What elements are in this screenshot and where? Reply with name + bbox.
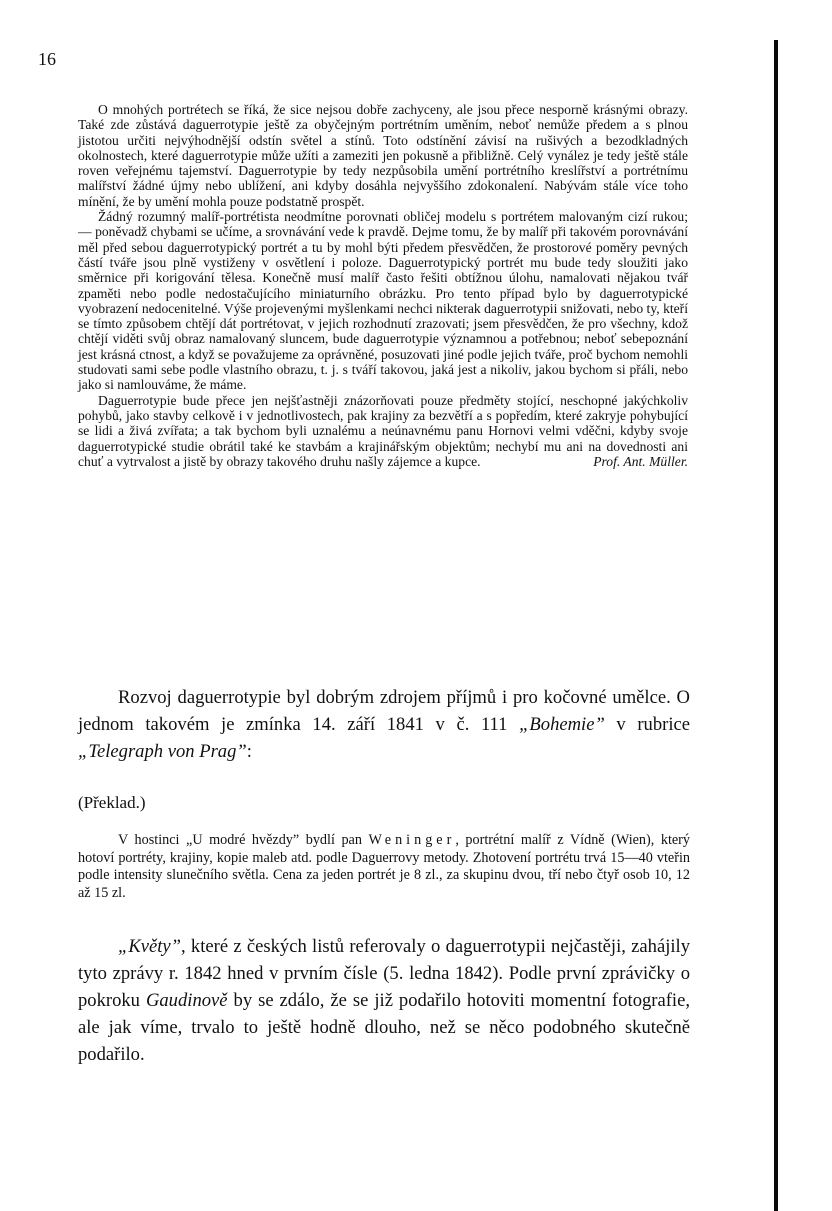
translation-paragraph <box>78 832 690 902</box>
journal-title: „Květy” <box>118 936 182 957</box>
quote-signature: Prof. Ant. Müller. <box>593 454 688 470</box>
intro-text: v rubrice <box>604 714 690 735</box>
closing-paragraph <box>78 933 690 1068</box>
inventor-name: Gaudinově <box>145 990 228 1011</box>
quote-paragraph: Daguerrotypie bude přece jen nejšťastněji znázorňovati pouze předměty stojící, neschopné jakýchkoliv pohybů, jako stavby celkově i v jednotlivostech, pak krajiny za bezvětří a s popředím, které zakryje pohybující se lidi a živá zvířata; a tak bychom byli uznalému a neúnavnému panu Hornovi velmi vděčni, kdyby svoje daguerrotypické studie obrátil také ke stavbám a krajinářským objektům; nechybí mu ani na dovednosti ani chuť a vytrvalost a jistě by obrazy takového druhu našly zájemce a kupce. <box>78 392 688 469</box>
quoted-article <box>78 102 688 469</box>
closing-text: , které z českých listů referovaly o daguerrotypii nejčastěji, zahájily tyto zprávy r. 1842 hned v prvním čísle (5. ledna 1842). Podle první zprávičky o pokroku <box>78 936 690 1011</box>
intro-text: Rozvoj daguerrotypie byl dobrým zdrojem příjmů i pro kočovné umělce. O jednom takovém je zmínka 14. září 1841 v č. 111 <box>78 687 690 735</box>
intro-paragraph <box>78 684 690 765</box>
intro-text: : <box>246 741 252 762</box>
quote-paragraph: O mnohých portrétech se říká, že sice nejsou dobře zachyceny, ale jsou přece nesporně krásnými obrazy. Také zde zůstává daguerrotypie ještě za obyčejným portrétním uměním, neboť nemůže předem a s plnou jistotou určiti nejvýhodnější odstín světel a stínů. Toto odstínění závisí na rušivých a bezodkladných okolnostech, které daguerrotypie může užíti a zameziti jen pokusně a přibližně. Celý vynález je tedy ještě stále roven veřejnému tajemství. Daguerrotypie by tedy nezpůsobila umění portrétního kreslířství a portrétnímu malířství žádné újmy nebo ublížení, ani kdyby dosáhla nejvyššího zdokonalení. Nabývám stále více toho mínění, že by umění mohla pouze podstatně prospět. <box>78 102 688 209</box>
painter-name: Weninger <box>368 832 456 848</box>
page-number: 16 <box>38 49 56 69</box>
closing-text: by se zdálo, že se již podařilo hotoviti momentní fotografie, ale jak víme, trvalo to ještě hodně dlouho, než se něco podobného skutečně podařilo. <box>78 990 690 1065</box>
source-title: „Bohemie” <box>519 714 605 735</box>
page-gutter-line <box>774 40 778 1211</box>
rubric-title: „Telegraph von Prag” <box>78 741 247 762</box>
translation-text: , portrétní malíř z Vídně (Wien), který hotoví portréty, krajiny, kopie maleb atd. podle Daguerrovy metody. Zhotovení portrétu trvá 15—40 vteřin podle intensity slunečního světla. Cena za jeden portrét je 8 zl., za skupinu dvou, tří nebo čtyř osob 10, 12 až 15 zl. <box>78 832 690 901</box>
translation-text: V hostinci „U modré hvězdy” bydlí pan <box>118 832 369 848</box>
quote-paragraph: Žádný rozumný malíř-portrétista neodmítne porovnati obličej modelu s portrétem malovaným cizí rukou; — poněvadž chybami se učíme, a srovnávání vede k pravdě. Dejme tomu, že by malíř při takovém porovnávání měl před sebou daguerrotypický portrét a tu by mohl býti předem přesvědčen, že prostorové poměry pevných částí tváře jsou plně vystiženy v osvětlení i poloze. Daguerrotypický portrét mu bude tedy sloužiti jako směrnice při korigování tělesa. Konečně musí malíř často řešiti obtížnou úlohu, namalovati nějakou tvář zpaměti nebo podle nedostačujícího miniaturního obrázku. Pro tento případ bylo by daguerrotypické vyobrazení nedocenitelné. Výše projevenými myšlenkami nechci nikterak daguerrotypii snižovati, nebo ty, kteří se tímto způsobem chtějí dát portrétovat, v jejich rozhodnutí zrazovati; jsem přesvědčen, že pro všechny, kdož chtějí viděti svůj obraz namalovaný sluncem, bude daguerrotypie významnou a potřebnou; neboť sebepoznání jest krásná ctnost, a když se považujeme za oprávněné, posuzovati jiné podle jejich tváře, proč bychom nemohli studovati sami sebe podle vlastního obrazu, t. j. s tváří takovou, jaká jest a nikoliv, jakou bychom si přáli, nebo jako si namlouváme, že máme. <box>78 209 688 393</box>
translation-label: (Překlad.) <box>78 793 146 812</box>
